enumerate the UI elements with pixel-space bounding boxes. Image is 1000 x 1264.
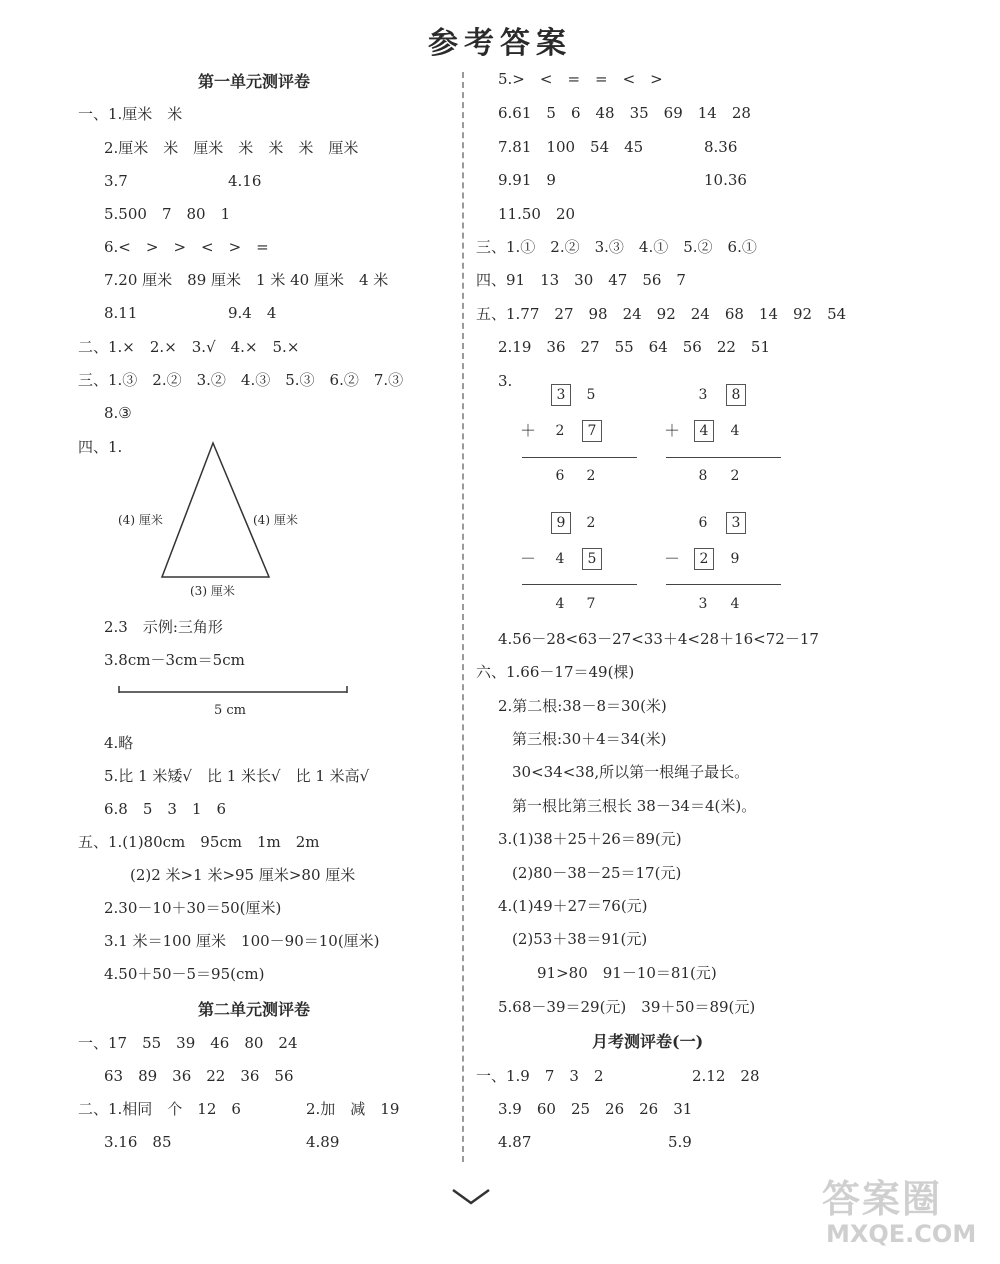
triangle-left-label: (4) 厘米 xyxy=(118,513,163,527)
vertical-problem-4-top-tens: 6 xyxy=(698,515,708,531)
answer-line: 五、1.77 27 98 24 92 24 68 14 92 54 xyxy=(476,305,847,323)
vertical-problem-1-operator: ＋ xyxy=(519,421,536,440)
vertical-problem-1-top-tens: 3 xyxy=(551,384,571,406)
answer-line: (2)2 米>1 米>95 厘米>80 厘米 xyxy=(130,866,356,884)
answer-line: 一、1.9 7 3 2 xyxy=(476,1067,604,1085)
triangle-right-label: (4) 厘米 xyxy=(253,513,298,527)
vertical-problem-3-bottom-tens: 4 xyxy=(555,551,565,567)
vertical-problem-2-operator: ＋ xyxy=(663,421,680,440)
answer-line: 一、1.厘米 米 xyxy=(78,105,183,123)
vertical-problem-4-operator: － xyxy=(663,549,680,568)
answer-line: (2)80－38－25＝17(元) xyxy=(512,864,682,882)
answer-line: 二、1.× 2.× 3.√ 4.× 5.× xyxy=(78,338,300,356)
answer-line: 三、1.① 2.② 3.③ 4.① 5.② 6.① xyxy=(476,238,757,256)
answer-line: 2.19 36 27 55 64 56 22 51 xyxy=(498,338,771,356)
vertical-problem-4-rule xyxy=(666,584,781,585)
answer-line: 8.36 xyxy=(704,138,738,156)
vertical-problem-2-result-tens: 8 xyxy=(698,468,708,484)
answer-line: 9.91 9 xyxy=(498,171,556,189)
page-title: 参考答案 xyxy=(428,26,572,61)
answer-line: 3.7 xyxy=(104,172,128,190)
answer-line: 3.1 米＝100 厘米 100－90＝10(厘米) xyxy=(104,932,380,950)
vertical-problem-3-top-tens: 9 xyxy=(551,512,571,534)
vertical-problem-2-top-ones: 8 xyxy=(726,384,746,406)
answer-line: 一、17 55 39 46 80 24 xyxy=(78,1034,298,1052)
watermark-text-top: 答案圈 xyxy=(822,1177,943,1221)
answer-line: 2.12 28 xyxy=(692,1067,760,1085)
answer-line: 4.87 xyxy=(498,1133,532,1151)
vertical-problem-2-result-ones: 2 xyxy=(730,468,740,484)
answer-line: 4.16 xyxy=(228,172,262,190)
answer-line: 5.比 1 米矮√ 比 1 米长√ 比 1 米高√ xyxy=(104,767,370,785)
vertical-problem-2-bottom-tens: 4 xyxy=(694,420,714,442)
vertical-problem-1-top-ones: 5 xyxy=(586,387,596,403)
answer-line: 3.9 60 25 26 26 31 xyxy=(498,1100,693,1118)
answer-line: 2.厘米 米 厘米 米 米 米 厘米 xyxy=(104,139,359,157)
vertical-problem-2-top-tens: 3 xyxy=(698,387,708,403)
answer-line: 3.8cm－3cm＝5cm xyxy=(104,651,245,669)
vertical-problem-3-result-tens: 4 xyxy=(555,596,565,612)
answer-line: 第一根比第三根长 38－34＝4(米)。 xyxy=(512,797,757,815)
segment-label: 5 cm xyxy=(214,703,247,718)
vertical-problem-1-rule xyxy=(522,457,637,458)
answer-line: 3.16 85 xyxy=(104,1133,172,1151)
answer-line: 2.加 减 19 xyxy=(306,1100,400,1118)
answer-line: 4.(1)49＋27＝76(元) xyxy=(498,897,648,915)
answer-line: 8.③ xyxy=(104,404,132,422)
answer-line: 3.(1)38＋25＋26＝89(元) xyxy=(498,830,682,848)
answer-line: 6.8 5 3 1 6 xyxy=(104,800,227,818)
answer-line: 五、1.(1)80cm 95cm 1m 2m xyxy=(78,833,320,851)
vertical-problem-4-top-ones: 3 xyxy=(726,512,746,534)
answer-line: 2.第二根:38－8＝30(米) xyxy=(498,697,667,715)
answer-line: 91>80 91－10＝81(元) xyxy=(537,964,717,982)
vertical-problem-1-bottom-ones: 7 xyxy=(582,420,602,442)
column-divider xyxy=(462,72,464,1162)
answer-line: 三、1.③ 2.② 3.② 4.③ 5.③ 6.② 7.③ xyxy=(78,371,404,389)
answer-line: 8.11 xyxy=(104,304,138,322)
vertical-problem-1-result-ones: 2 xyxy=(586,468,596,484)
vertical-problem-4-result-tens: 3 xyxy=(698,596,708,612)
answer-line: 5.68－39＝29(元) 39＋50＝89(元) xyxy=(498,998,756,1016)
vertical-problem-4-bottom-tens: 2 xyxy=(694,548,714,570)
vertical-problem-3-top-ones: 2 xyxy=(586,515,596,531)
answer-line: 5.500 7 80 1 xyxy=(104,205,231,223)
answer-line: 四、1. xyxy=(78,438,123,456)
vertical-problem-2-bottom-ones: 4 xyxy=(730,423,740,439)
answer-line: 2.30－10＋30＝50(厘米) xyxy=(104,899,282,917)
watermark-text-bottom: MXQE.COM xyxy=(826,1220,977,1248)
vertical-problem-1-bottom-tens: 2 xyxy=(555,423,565,439)
answer-line: 3. xyxy=(498,372,513,390)
answer-line: 9.4 4 xyxy=(228,304,277,322)
answer-line: 六、1.66－17＝49(棵) xyxy=(476,663,635,681)
line-segment-figure xyxy=(115,685,355,699)
vertical-problem-3-bottom-ones: 5 xyxy=(582,548,602,570)
answer-line: 5.> < = = < > xyxy=(498,70,663,88)
section-title-monthly: 月考测评卷(一) xyxy=(592,1032,704,1051)
vertical-problem-4-result-ones: 4 xyxy=(730,596,740,612)
vertical-problem-2-rule xyxy=(666,457,781,458)
vertical-problem-4-bottom-ones: 9 xyxy=(730,551,740,567)
vertical-problem-3-result-ones: 7 xyxy=(586,596,596,612)
answer-line: 6.61 5 6 48 35 69 14 28 xyxy=(498,104,751,122)
triangle-shape xyxy=(162,443,269,577)
watermark-logo xyxy=(822,1168,992,1256)
answer-line: 30<34<38,所以第一根绳子最长。 xyxy=(512,763,750,781)
chevron-down-icon xyxy=(450,1185,492,1207)
answer-line: 四、91 13 30 47 56 7 xyxy=(476,271,686,289)
answer-line: 7.20 厘米 89 厘米 1 米 40 厘米 4 米 xyxy=(104,271,389,289)
section-title-unit2: 第二单元测评卷 xyxy=(198,1000,311,1019)
answer-line: 7.81 100 54 45 xyxy=(498,138,644,156)
vertical-problem-3-operator: － xyxy=(519,549,536,568)
answer-line: 二、1.相同 个 12 6 xyxy=(78,1100,241,1118)
answer-line: 第三根:30＋4＝34(米) xyxy=(512,730,667,748)
answer-line: 4.略 xyxy=(104,734,134,752)
vertical-problem-1-result-tens: 6 xyxy=(555,468,565,484)
answer-line: (2)53＋38＝91(元) xyxy=(512,930,648,948)
answer-line: 4.50＋50－5＝95(cm) xyxy=(104,965,265,983)
answer-line: 4.89 xyxy=(306,1133,340,1151)
answer-line: 63 89 36 22 36 56 xyxy=(104,1067,294,1085)
answer-line: 6.< > > < > = xyxy=(104,238,269,256)
answer-line: 11.50 20 xyxy=(498,205,576,223)
answer-line: 2.3 示例:三角形 xyxy=(104,618,223,636)
answer-line: 10.36 xyxy=(704,171,747,189)
answer-line: 5.9 xyxy=(668,1133,692,1151)
triangle-bottom-label: (3) 厘米 xyxy=(190,584,235,598)
answer-line: 4.56－28<63－27<33＋4<28＋16<72－17 xyxy=(498,630,819,648)
section-title-unit1: 第一单元测评卷 xyxy=(198,72,311,91)
vertical-problem-3-rule xyxy=(522,584,637,585)
